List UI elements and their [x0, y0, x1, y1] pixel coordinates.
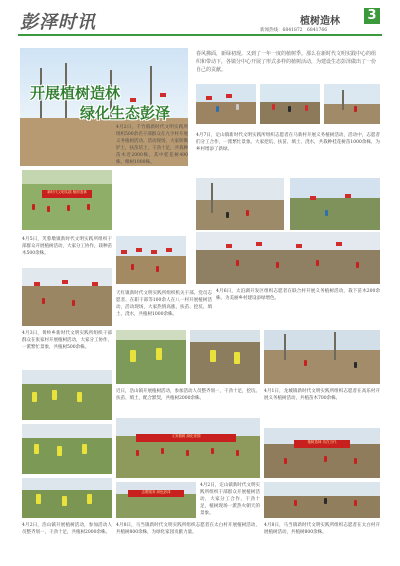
banner-2: 义务植树 绿化家园: [136, 434, 236, 442]
photo-right-8: [264, 428, 380, 478]
photo-right-2: [260, 84, 320, 124]
body-text-6: 4月3日，黄岭乡新时代文明实践所组织干部群众在张家村开展植树活动，大家分工协作，一派繁忙景象，共植树500余株。: [22, 331, 112, 350]
photo-center-row6: [116, 482, 196, 518]
body-text-2: 4月7日，定山镇新时代文明实践所组织志愿者在马新村开展义务植树活动，活动中，志愿者们分工合作，一派繁忙景象。大家挖坑、扶苗、填土、浇水，共栽种桂花树苗1000余株，为乡村增添了新绿。: [196, 133, 380, 152]
photo-right-3: [324, 84, 380, 124]
photo-right-6: [196, 232, 380, 284]
body-text-3: 4月5日，芙蓉墩镇新时代文明实践所组织干部群众开展植树活动，大家分工协作，栽种苗木500余株。: [22, 237, 112, 256]
lede-text: 春风拂面，新绿初现。又到了一年一度的植树季。那么在新时代文明实践中心的组织和带动下，各镇分中心开展了形式多样的植树活动，为建设生态彭泽做出了一份自己的贡献。: [196, 51, 377, 73]
photo-left-row2: [22, 268, 112, 326]
photo-center-2: [190, 330, 260, 384]
banner-3: 植树造林 功在当代: [294, 440, 350, 448]
page-number-badge: 3: [364, 8, 380, 24]
banner-1: 新时代文明实践 植树造林: [42, 190, 92, 198]
photo-right-1: [196, 84, 256, 124]
photo-center-banner: [116, 418, 260, 478]
photo-center-volunteers: [116, 330, 186, 384]
photo-left-group: [22, 170, 112, 230]
caption-bottom-center: 4月8日，马当镇新时代文明实践所组织志愿者在太白村开展植树活动，共植树800余株，为绿化家园贡献力量。: [116, 523, 260, 535]
banner-4: 志愿服务 绿色彭泽: [128, 490, 184, 497]
date-line: 新闻热线：6841872 6841766: [260, 28, 328, 33]
masthead-title: 彭泽时讯: [20, 12, 96, 33]
photo-right-9: [264, 482, 380, 518]
photo-left-row4: [22, 424, 112, 474]
body-text-1: 4月2日，千竹镇新时代文明实践所组织500余名干部群众在九字村开展义务植树活动。活动现场，大家挥锹铲土，扶苗培土，干劲十足，共栽种苗木近2000株，其中桂花树400株，樟树1000株。: [116, 125, 188, 165]
headline-line1: 开展植树造林: [30, 84, 121, 102]
photo-right-5: [290, 178, 380, 230]
caption-bottom-left: 4月2日，浩山镇开展植树活动，参加活动人员整齐划一，干劲十足，共植树2000余株。: [22, 523, 112, 535]
section-name: 植树造林: [300, 16, 340, 27]
photo-left-row5: [22, 478, 112, 518]
body-text-4: 4月6日，太泊湖开发区组织志愿者在联合村开展义务植树活动，栽下苗木200余株，为美丽乡村建设添绿增色。: [216, 289, 380, 301]
body-text-5: 天红镇新时代文明实践所组织机关干部、党员志愿者、在职干部等100余人在八一村开展植树活动，活动现场，大家热情高涨，扶苗、挖坑、填土、浇水，共植树1000余株。: [116, 291, 212, 317]
photo-left-row3: [22, 370, 112, 420]
body-text-9: 4月2日，定山镇新时代文明实践所组织干部群众开展植树活动，大家分工合作，干劲十足，植树现场一派热火朝天的景象。: [200, 483, 260, 516]
body-text-7: 近日，浩山镇开展植树活动，参加活动人员整齐划一，干劲十足，挖坑、扶苗、填土，配合默契，共植树2000余株。: [116, 389, 260, 401]
masthead-rule: [18, 34, 382, 36]
headline-line2: 绿化生态彭泽: [80, 104, 171, 122]
photo-right-7: [264, 330, 380, 384]
caption-bottom-right: 4月8日，马当镇新时代文明实践所组织志愿者在太白村开展植树活动，共植树800余株。: [264, 523, 380, 535]
body-text-8: 4月1日，龙城镇新时代文明实践所组织志愿者在高乐村开展义务植树活动，共植苗木700余株。: [264, 389, 380, 401]
photo-right-4: [196, 178, 284, 230]
photo-center-flags: [116, 236, 186, 284]
